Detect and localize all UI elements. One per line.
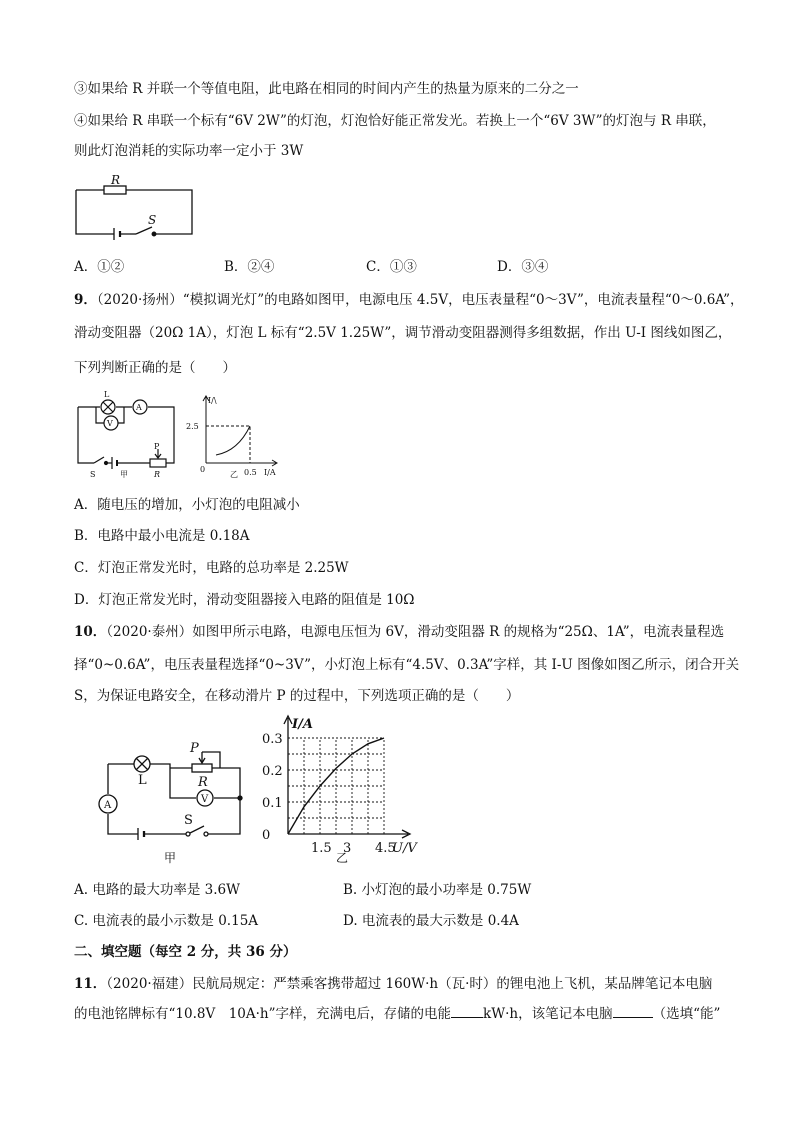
q10-jia-l-label: L — [138, 773, 147, 788]
q10-jia-s-label: S — [184, 813, 193, 828]
q9-number: 9． — [74, 292, 97, 308]
q10-option-d: D. 电流表的最大示数是 0.4A — [343, 913, 519, 929]
q10-x-tick: 3 — [343, 841, 352, 856]
q9-jia-l-label: L — [104, 390, 110, 399]
q10-y-axis-label: I/A — [292, 717, 313, 732]
q9-option-d: D．灯泡正常发光时，滑动变阻器接入电路的阻值是 10Ω — [74, 592, 415, 608]
q10-option-c: C. 电流表的最小示数是 0.15A — [74, 913, 259, 929]
q10-jia-caption: 甲 — [164, 851, 177, 865]
q10-graph-caption: 乙 — [336, 851, 349, 865]
q9-line2: 滑动变阻器（20Ω 1A），灯泡 L 标有“2.5V 1.25W”，调节滑动变阻器测得多组数据，作出 U-I 图线如图乙， — [74, 325, 732, 341]
q9-option-a: A．随电压的增加，小灯泡的电阻减小 — [74, 497, 300, 513]
q10-option-b: B. 小灯泡的最小功率是 0.75W — [343, 882, 532, 898]
q11-line1: 11．（2020·福建）民航局规定：严禁乘客携带超过 160W·h（瓦·时）的锂电池上飞机，某品牌笔记本电脑 — [74, 976, 713, 992]
section-2-title: 二、填空题（每空 2 分，共 36 分） — [74, 944, 297, 960]
q9-option-c: C．灯泡正常发光时，电路的总功率是 2.25W — [74, 560, 349, 576]
q10-iu-graph — [258, 714, 428, 864]
q11-blank-1[interactable] — [451, 1004, 483, 1018]
q10-x-tick: 1.5 — [311, 841, 332, 856]
q10-jia-a-label: A — [104, 800, 112, 811]
q8-option-c: C．①③ — [366, 259, 417, 275]
q9-yi-origin: 0 — [200, 465, 206, 474]
q10-y-tick: 0 — [262, 828, 271, 843]
q10-line2: 择“0~0.6A”，电压表量程选择“0~3V”，小灯泡上标有“4.5V、0.3A”字样，其 I-U 图像如图乙所示，闭合开关 — [74, 657, 740, 673]
q10-number: 10． — [74, 624, 107, 640]
q9-yi-y-axis: I/\ — [208, 396, 217, 405]
q11-number: 11． — [74, 976, 107, 992]
q8-option-b: B．②④ — [224, 259, 275, 275]
q8-statement-4-line2: 则此灯泡消耗的实际功率一定小于 3W — [74, 143, 304, 159]
q8-statement-4-line1: ④如果给 R 串联一个标有“6V 2W”的灯泡，灯泡恰好能正常发光。若换上一个“6V 3W”的灯泡与 R 串联， — [74, 113, 716, 129]
q9-line1: 9．（2020·扬州）“模拟调光灯”的电路如图甲，电源电压 4.5V，电压表量程“0～3V”，电流表量程“0～0.6A”， — [74, 292, 744, 308]
q8-option-d: D．③④ — [497, 259, 549, 275]
q8-s-label: S — [148, 213, 157, 227]
q9-yi-y-tick: 2.5 — [186, 422, 199, 431]
q10-jia-v-label: V — [201, 794, 209, 805]
q9-yi-x-tick: 0.5 — [244, 468, 257, 477]
q9-circuit-jia — [74, 390, 204, 483]
q10-jia-r-label: R — [198, 775, 208, 790]
q11-line2: 的电池铭牌标有“10.8V 10A·h”字样，充满电后，存储的电能 kW·h，该笔记本电脑 （选填“能” — [74, 1006, 721, 1022]
q11-blank-2[interactable] — [613, 1004, 653, 1018]
q9-graph-yi — [186, 393, 281, 483]
q8-r-label: R — [111, 173, 121, 187]
q9-jia-caption: 甲 — [120, 470, 128, 479]
q8-option-a: A．①② — [74, 259, 125, 275]
q9-jia-p-label: P — [154, 442, 160, 451]
q9-option-b: B．电路中最小电流是 0.18A — [74, 528, 250, 544]
q10-y-tick: 0.2 — [262, 764, 283, 779]
q8-circuit-figure — [74, 173, 204, 238]
q9-jia-s-label: S — [90, 470, 96, 479]
q10-y-tick: 0.1 — [262, 796, 283, 811]
q9-jia-r-label: R — [154, 470, 161, 479]
q8-statement-3: ③如果给 R 并联一个等值电阻，此电路在相同的时间内产生的热量为原来的二分之一 — [74, 81, 579, 97]
q9-yi-caption: 乙 — [230, 470, 238, 479]
q10-line3: S，为保证电路安全，在移动滑片 P 的过程中，下列选项正确的是（ ） — [74, 688, 520, 704]
q10-x-tick: 4.5 — [375, 841, 396, 856]
q10-y-tick: 0.3 — [262, 732, 283, 747]
q10-option-a: A. 电路的最大功率是 3.6W — [74, 882, 240, 898]
q10-line1: 10．（2020·泰州）如图甲所示电路，电源电压恒为 6V，滑动变阻器 R 的规格为“25Ω、1A”，电流表量程选 — [74, 624, 725, 640]
q9-line3: 下列判断正确的是（ ） — [74, 360, 236, 376]
q10-x-axis-label: U/V — [392, 841, 417, 856]
q10-circuit-jia — [94, 738, 254, 868]
q10-jia-p-label: P — [190, 741, 199, 756]
q9-yi-x-axis: I/A — [264, 468, 276, 477]
q9-jia-a-label: A — [136, 403, 142, 412]
q9-jia-v-label: V — [107, 419, 113, 428]
